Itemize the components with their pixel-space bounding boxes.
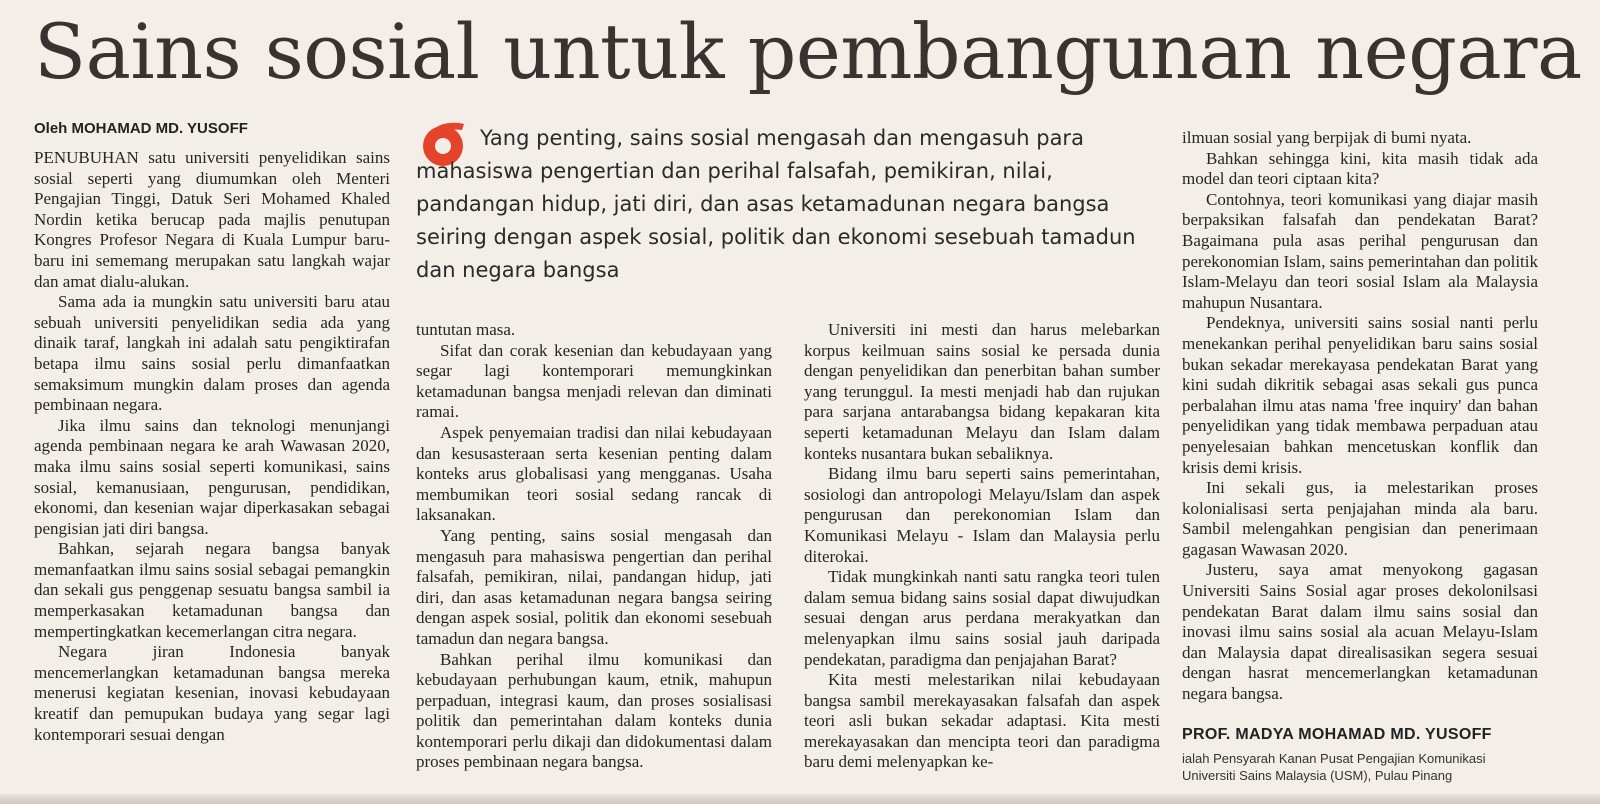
- author-description: [1182, 750, 1562, 784]
- byline: Oleh MOHAMAD MD. YUSOFF: [34, 120, 248, 137]
- paragraph: Bidang ilmu baru seperti sains pemerintahan, sosiologi dan antropologi Melayu/Islam dan aspek pengurusan dan perekonomian Islam dan Komunikasi Melayu - Islam dan Malaysia perlu diterokai.: [804, 464, 1160, 566]
- paragraph: Pendeknya, universiti sains sosial nanti perlu menekankan perihal penyelidikan baru sains sosial bukan sekadar merekayasa pendekatan Barat yang kini sudah dikritik sebagai asas sekali gus punca perbalahan ilmu atas nama 'free inquiry' dan bahan penyelidikan yang tidak membawa perpaduan atau penyelesaian bahkan mencetuskan konflik dan krisis demi krisis.: [1182, 313, 1538, 477]
- paragraph: Bahkan, sejarah negara bangsa banyak memanfaatkan ilmu sains sosial sebagai pemangkin dan sekali gus penggenap sesuatu bangsa sambil ia memperkasakan ketamadunan bangsa dan mempertingkatkan kecemerlangan citra negara.: [34, 539, 390, 641]
- article-column-4: [1182, 128, 1538, 705]
- pull-quote: [416, 122, 1156, 287]
- author-desc-line: ialah Pensyarah Kanan Pusat Pengajian Komunikasi: [1182, 751, 1486, 766]
- paragraph: Kita mesti melestarikan nilai kebudayaan bangsa sambil merekayasakan falsafah dan aspek teori asli bukan sekadar adaptasi. Kita mesti merekayasakan dan mencipta teori dan paradigma baru demi melenyapkan ke-: [804, 670, 1160, 772]
- paragraph: Aspek penyemaian tradisi dan nilai kebudayaan dan kesusasteraan serta kesenian penting dalam konteks arus globalisasi yang mengganas. Usaha membumikan teori sosial sedang rancak di laksanakan.: [416, 422, 772, 525]
- paragraph: Sama ada ia mungkin satu universiti baru atau sebuah universiti penyelidikan sedia ada yang dinaik taraf, langkah ini adalah satu pengiktirafan betapa ilmu sains sosial perlu dimanfaatkan semaksimum mungkin dalam proses dan agenda pembinaan negara.: [34, 292, 390, 415]
- paragraph: Ini sekali gus, ia melestarikan proses kolonialisasi serta penjajahan minda ala baru. Sambil melengahkan pengisian dan penerimaan gagasan Wawasan 2020.: [1182, 478, 1538, 559]
- paragraph: Universiti ini mesti dan harus melebarkan korpus keilmuan sains sosial ke persada dunia dengan penyelidikan dan penerbitan bahan sumber yang terunggul. Ia mesti menjadi hab dan rujukan para sarjana antarabangsa bidang kepakaran kita seperti ketamadunan Melayu dan Islam dalam konteks nusantara bukan sebaliknya.: [804, 320, 1160, 463]
- paragraph: Jika ilmu sains dan teknologi menunjangi agenda pembinaan negara ke arah Wawasan 2020, maka ilmu sains sosial seperti komunikasi, sains sosial, kemanusiaan, pengurusan, pendidikan, ekonomi, dan kesenian wajar diperkasakan sebagai pengisian jati diri bangsa.: [34, 415, 390, 538]
- paragraph: Bahkan sehingga kini, kita masih tidak ada model dan teori ciptaan kita?: [1182, 148, 1538, 189]
- paragraph: Negara jiran Indonesia banyak mencemerlangkan ketamadunan bangsa mereka menerusi kegiatan kesenian, inovasi kebudayaan kreatif dan pemupukan budaya yang segar lagi kontemporari sesuai dengan: [34, 642, 390, 744]
- pull-quote-text: Yang penting, sains sosial mengasah dan mengasuh para mahasiswa pengertian dan perihal falsafah, pemikiran, nilai, pandangan hidup, jati diri, dan asas ketamadunan negara bangsa seiring dengan aspek sosial, politik dan ekonomi sesebuah tamadun dan negara bangsa: [416, 126, 1136, 282]
- page-bottom-edge: [0, 794, 1600, 804]
- paragraph: Sifat dan corak kesenian dan kebudayaan yang segar lagi kontemporari memungkinkan ketamadunan bangsa menjadi relevan dan diminati ramai.: [416, 340, 772, 422]
- paragraph: Tidak mungkinkah nanti satu rangka teori tulen dalam semua bidang sains sosial dapat diwujudkan sesuai dengan arus perdana merakyatkan dan melenyapkan ilmu sains sosial jauh daripada pendekatan, paradigma dan penjajahan Barat?: [804, 567, 1160, 669]
- paragraph: PENUBUHAN satu universiti penyelidikan sains sosial seperti yang diumumkan oleh Menteri Pengajian Tinggi, Datuk Seri Mohamed Khaled Nordin ketika berucap pada majlis penutupan Kongres Profesor Negara di Kuala Lumpur baru-baru ini sememang merupakan satu langkah wajar dan amat dialu-alukan.: [34, 148, 390, 291]
- author-desc-line: Universiti Sains Malaysia (USM), Pulau Pinang: [1182, 768, 1453, 783]
- author-info: [1182, 726, 1562, 784]
- article-column-2: [416, 320, 772, 773]
- headline: Sains sosial untuk pembangunan negara: [34, 7, 1582, 96]
- paragraph: Bahkan perihal ilmu komunikasi dan kebudayaan perhubungan kaum, etnik, mahupun perpaduan, integrasi kaum, dan proses sosialisasi politik dan pemerintahan dalam konteks dunia kontemporari perlu dikaji dan didokumentasi dalam proses pembinaan negara bangsa.: [416, 649, 772, 772]
- article-column-3: [804, 320, 1160, 773]
- article-column-1: [34, 148, 390, 745]
- paragraph: Yang penting, sains sosial mengasah dan mengasuh para mahasiswa pengertian dan perihal falsafah, pemikiran, nilai, pandangan hidup, jati diri, dan asas ketamadunan negara bangsa seiring dengan aspek sosial, politik dan ekonomi sesebuah tamadun dan negara bangsa.: [416, 525, 772, 648]
- author-name: PROF. MADYA MOHAMAD MD. YUSOFF: [1182, 726, 1492, 743]
- paragraph: Contohnya, teori komunikasi yang diajar masih berpaksikan falsafah dan pendekatan Barat? Bagaimana pula asas perihal pengurusan dan perekonomian Islam, sains pemerintahan dan politik Islam-Melayu dan teori sosial Islam ala Malaysia mahupun Nusantara.: [1182, 189, 1538, 312]
- paragraph: tuntutan masa.: [416, 320, 516, 339]
- paragraph: Justeru, saya amat menyokong gagasan Universiti Sains Sosial agar proses dekolonilsasi pendekatan Barat dalam ilmu sains sosial dan inovasi ilmu sains sosial ala acuan Melayu-Islam dan Malaysia dapat direalisasikan segera sesuai dengan hasrat mencemerlangkan ketamadunan negara bangsa.: [1182, 560, 1538, 704]
- paragraph: ilmuan sosial yang berpijak di bumi nyata.: [1182, 128, 1472, 147]
